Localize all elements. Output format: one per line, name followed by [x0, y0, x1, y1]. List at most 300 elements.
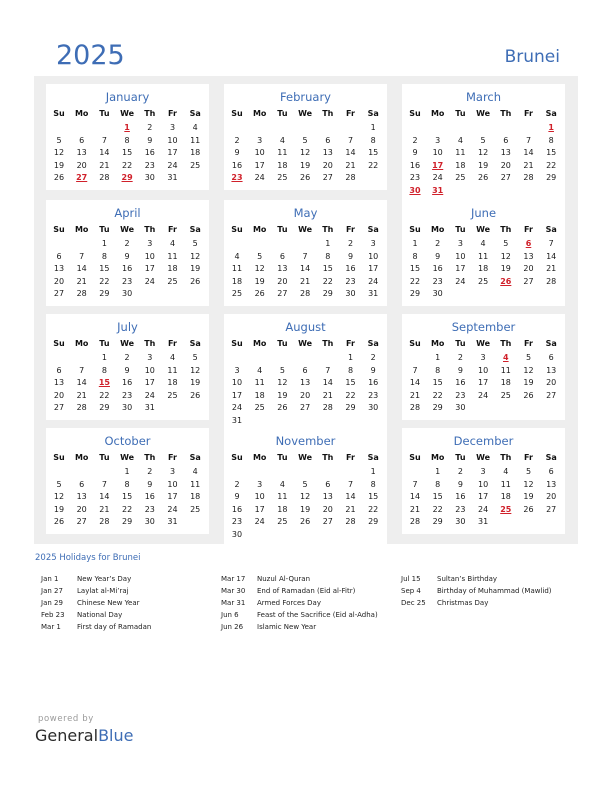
day: 16: [122, 264, 133, 274]
day: 13: [300, 378, 311, 388]
weekday-header: Th: [500, 109, 512, 118]
day: 14: [546, 251, 557, 261]
day: 12: [500, 251, 511, 261]
holiday-date: Jan 1: [41, 575, 59, 583]
day: 9: [234, 148, 240, 158]
weekday-header: Su: [53, 339, 65, 348]
day: 23: [455, 504, 466, 514]
day: 6: [325, 479, 331, 489]
weekday-header: Fr: [346, 453, 355, 462]
day: 23: [345, 276, 356, 286]
weekday-header: Tu: [455, 339, 466, 348]
day: 22: [432, 390, 443, 400]
day: 11: [500, 365, 511, 375]
day: 26: [190, 390, 201, 400]
month-name: November: [275, 434, 336, 448]
day: 13: [76, 492, 87, 502]
day: 13: [546, 479, 557, 489]
day: 26: [300, 517, 311, 527]
day: 2: [347, 239, 354, 248]
day: 22: [122, 160, 133, 170]
day: 23: [432, 276, 443, 286]
day: 20: [523, 264, 534, 274]
day: 16: [144, 148, 155, 158]
weekday-header: Mo: [430, 109, 445, 118]
weekday-header: Mo: [430, 225, 445, 234]
day: 10: [368, 251, 379, 261]
holiday-date: Mar 1: [41, 623, 61, 631]
day: 16: [455, 378, 466, 388]
weekday-header: Th: [500, 339, 512, 348]
day: 2: [234, 479, 240, 489]
day: 2: [457, 467, 463, 476]
day: 10: [478, 365, 489, 375]
day: 7: [79, 251, 85, 261]
day: 6: [56, 365, 62, 375]
day: 2: [147, 467, 153, 476]
weekday-header: Su: [409, 109, 421, 118]
day: 25: [254, 403, 265, 413]
day: 11: [478, 251, 489, 261]
weekday-header: Th: [322, 225, 334, 234]
day: 16: [345, 264, 356, 274]
day: 23: [144, 504, 155, 514]
holiday-date: Jun 6: [221, 611, 239, 619]
day: 13: [76, 148, 87, 158]
day: 5: [503, 239, 509, 248]
day: 14: [523, 148, 534, 158]
month-name: September: [451, 320, 516, 334]
holiday-date: Dec 25: [401, 599, 426, 607]
day: 20: [277, 276, 288, 286]
day: 19: [523, 378, 534, 388]
day: 28: [345, 173, 356, 183]
day: 25: [190, 160, 201, 170]
day: 29: [99, 289, 110, 299]
day: 10: [254, 148, 265, 158]
day: 26: [53, 173, 65, 183]
holiday-day: 25: [500, 504, 512, 514]
day: 24: [254, 173, 265, 183]
day: 7: [325, 365, 331, 375]
weekday-header: Sa: [545, 453, 557, 462]
day: 19: [254, 276, 265, 286]
day: 30: [231, 530, 243, 539]
weekday-header: Mo: [252, 109, 267, 118]
weekday-header: Tu: [455, 225, 466, 234]
day: 27: [300, 403, 311, 413]
weekday-header: Su: [409, 225, 421, 234]
day: 3: [169, 123, 176, 132]
day: 5: [279, 365, 285, 375]
day: 24: [144, 276, 155, 286]
weekday-header: Fr: [524, 109, 533, 118]
day: 5: [525, 353, 532, 362]
day: 31: [144, 403, 155, 413]
day: 1: [101, 353, 107, 362]
day: 1: [370, 123, 376, 132]
day: 20: [500, 160, 511, 170]
weekday-header: Tu: [455, 109, 466, 118]
day: 28: [345, 517, 356, 527]
day: 17: [455, 264, 466, 274]
day: 20: [76, 160, 87, 170]
month-name: April: [114, 206, 141, 220]
day: 8: [370, 135, 376, 145]
day: 30: [455, 403, 466, 413]
day: 18: [500, 378, 511, 388]
day: 14: [345, 148, 356, 158]
month-name: July: [117, 320, 138, 334]
day: 21: [345, 160, 356, 170]
month-name: December: [453, 434, 514, 448]
weekday-header: Su: [53, 225, 65, 234]
holiday-date: Feb 23: [41, 611, 65, 619]
day: 27: [277, 289, 288, 299]
holiday-name: Nuzul Al-Quran: [257, 575, 311, 583]
day: 13: [53, 264, 65, 274]
weekday-header: Tu: [277, 225, 288, 234]
day: 19: [53, 160, 65, 170]
day: 14: [409, 492, 421, 502]
day: 16: [231, 504, 243, 514]
weekday-header: Mo: [252, 453, 267, 462]
weekday-header: We: [298, 225, 313, 234]
holiday-day: 26: [500, 276, 512, 286]
day: 16: [432, 264, 443, 274]
weekday-header: Th: [144, 225, 156, 234]
day: 29: [368, 517, 379, 527]
weekday-header: Fr: [168, 109, 177, 118]
day: 1: [347, 353, 354, 362]
day: 24: [144, 390, 155, 400]
day: 7: [347, 135, 354, 145]
day: 19: [190, 264, 201, 274]
day: 14: [300, 264, 311, 274]
weekday-header: Fr: [524, 225, 533, 234]
holiday-date: Jan 29: [41, 599, 63, 607]
day: 22: [432, 504, 443, 514]
day: 17: [478, 492, 489, 502]
day: 15: [122, 148, 133, 158]
day: 26: [523, 390, 534, 400]
weekday-header: Tu: [277, 109, 288, 118]
holiday-name: Feast of the Sacrifice (Eid al-Adha): [257, 611, 378, 619]
day: 13: [500, 148, 511, 158]
weekday-header: Sa: [189, 109, 201, 118]
day: 5: [257, 251, 263, 261]
weekday-header: Th: [144, 453, 156, 462]
day: 30: [144, 173, 155, 183]
day: 9: [147, 479, 153, 489]
day: 7: [101, 135, 107, 145]
day: 3: [257, 135, 263, 145]
day: 20: [300, 390, 311, 400]
day: 12: [53, 148, 65, 158]
day: 21: [76, 390, 87, 400]
weekday-header: Fr: [524, 339, 533, 348]
day: 28: [99, 517, 110, 527]
day: 7: [347, 479, 354, 489]
day: 28: [409, 517, 421, 527]
day: 21: [300, 276, 311, 286]
weekday-header: Sa: [545, 225, 557, 234]
day: 2: [147, 123, 153, 132]
day: 9: [370, 365, 376, 375]
weekday-header: We: [120, 339, 135, 348]
day: 1: [101, 239, 107, 248]
holiday-day: 27: [76, 173, 88, 183]
day: 28: [76, 403, 87, 413]
day: 3: [457, 239, 463, 248]
day: 26: [277, 403, 288, 413]
weekday-header: We: [120, 453, 135, 462]
weekday-header: Th: [322, 339, 334, 348]
day: 11: [277, 492, 288, 502]
day: 14: [76, 264, 87, 274]
day: 5: [480, 135, 486, 145]
day: 20: [76, 504, 87, 514]
year-title: 2025: [56, 40, 125, 71]
day: 3: [234, 365, 240, 375]
day: 27: [523, 276, 534, 286]
day: 22: [546, 160, 557, 170]
day: 8: [435, 479, 441, 489]
day: 24: [167, 504, 178, 514]
day: 12: [53, 492, 65, 502]
day: 10: [254, 492, 265, 502]
day: 25: [455, 173, 466, 183]
day: 27: [546, 390, 557, 400]
day: 11: [190, 479, 201, 489]
generalblue-logo[interactable]: [35, 726, 133, 745]
day: 10: [432, 148, 443, 158]
day: 22: [99, 276, 110, 286]
day: 18: [500, 492, 511, 502]
day: 12: [478, 148, 489, 158]
brand-part2: Blue: [98, 726, 134, 745]
day: 5: [192, 239, 198, 248]
holiday-day: 17: [432, 160, 444, 170]
day: 31: [167, 517, 178, 527]
holiday-name: First day of Ramadan: [77, 623, 152, 631]
weekday-header: Th: [322, 109, 334, 118]
month-name: January: [105, 90, 150, 104]
day: 9: [234, 492, 240, 502]
day: 13: [322, 492, 333, 502]
weekday-header: We: [120, 109, 135, 118]
day: 3: [147, 353, 153, 362]
day: 16: [368, 378, 379, 388]
weekday-header: Su: [409, 339, 421, 348]
day: 30: [122, 403, 133, 413]
day: 25: [500, 390, 511, 400]
day: 15: [99, 264, 110, 274]
day: 26: [478, 173, 489, 183]
day: 11: [167, 365, 178, 375]
day: 15: [546, 148, 557, 158]
month-name: February: [280, 90, 331, 104]
day: 8: [548, 135, 554, 145]
day: 19: [478, 160, 489, 170]
day: 23: [144, 160, 155, 170]
day: 11: [231, 264, 243, 274]
holiday-date: Jul 15: [401, 575, 421, 583]
month-june: [402, 200, 565, 306]
day: 11: [500, 479, 511, 489]
day: 21: [322, 390, 333, 400]
weekday-header: We: [476, 453, 491, 462]
weekday-header: We: [298, 339, 313, 348]
holiday-day: 31: [432, 186, 444, 195]
weekday-header: Sa: [189, 453, 201, 462]
weekday-header: We: [298, 453, 313, 462]
day: 2: [412, 135, 418, 145]
month-august: [224, 314, 387, 430]
holiday-date: Mar 30: [221, 587, 246, 595]
day: 28: [523, 173, 534, 183]
day: 23: [409, 173, 421, 183]
holiday-name: National Day: [77, 611, 123, 619]
day: 25: [190, 504, 201, 514]
weekday-header: Fr: [168, 339, 177, 348]
day: 18: [231, 276, 243, 286]
day: 21: [99, 504, 110, 514]
day: 12: [523, 479, 534, 489]
holiday-name: End of Ramadan (Eid al-Fitr): [257, 587, 356, 595]
month-name: August: [285, 320, 326, 334]
day: 4: [503, 467, 509, 476]
day: 8: [412, 251, 418, 261]
day: 2: [457, 353, 463, 362]
day: 27: [500, 173, 511, 183]
day: 1: [370, 467, 376, 476]
month-september: [402, 314, 565, 420]
day: 8: [325, 251, 331, 261]
day: 1: [412, 239, 418, 248]
day: 29: [99, 403, 110, 413]
day: 6: [503, 135, 509, 145]
month-name: March: [465, 90, 502, 104]
day: 12: [190, 365, 201, 375]
holiday-date: Mar 31: [221, 599, 246, 607]
holiday-name: Christmas Day: [437, 599, 489, 607]
day: 4: [480, 239, 486, 248]
day: 20: [322, 160, 333, 170]
day: 22: [322, 276, 333, 286]
day: 6: [279, 251, 285, 261]
weekday-header: Th: [500, 453, 512, 462]
day: 19: [300, 504, 311, 514]
holiday-name: Sultan’s Birthday: [437, 575, 498, 583]
day: 12: [277, 378, 288, 388]
weekday-header: We: [120, 225, 135, 234]
day: 2: [124, 239, 130, 248]
day: 27: [322, 173, 333, 183]
holiday-day: 6: [525, 239, 532, 248]
day: 9: [347, 251, 354, 261]
day: 6: [548, 467, 554, 476]
weekday-header: Su: [53, 109, 65, 118]
day: 27: [76, 517, 87, 527]
day: 31: [368, 289, 379, 299]
weekday-header: Tu: [277, 339, 288, 348]
holiday-name: Chinese New Year: [77, 599, 140, 607]
day: 31: [231, 416, 243, 425]
day: 3: [169, 467, 176, 476]
day: 17: [167, 492, 178, 502]
day: 21: [546, 264, 557, 274]
day: 8: [124, 479, 130, 489]
weekday-header: Sa: [367, 339, 379, 348]
holiday-name: Islamic New Year: [257, 623, 317, 631]
weekday-header: Th: [500, 225, 512, 234]
weekday-header: Th: [144, 109, 156, 118]
day: 21: [99, 160, 110, 170]
day: 15: [432, 378, 443, 388]
month-march: [402, 84, 565, 200]
powered-by-text: powered by: [38, 714, 94, 724]
holiday-day: 30: [409, 186, 421, 195]
holiday-day: 15: [98, 378, 110, 388]
day: 27: [53, 289, 65, 299]
weekday-header: Sa: [189, 225, 201, 234]
holiday-day: 1: [124, 123, 130, 132]
day: 28: [409, 403, 421, 413]
day: 17: [144, 378, 155, 388]
day: 23: [231, 517, 243, 527]
day: 6: [79, 479, 85, 489]
holiday-name: Birthday of Muhammad (Mawlid): [437, 587, 552, 595]
weekday-header: Tu: [99, 225, 110, 234]
day: 10: [167, 135, 178, 145]
weekday-header: Tu: [99, 453, 110, 462]
day: 30: [345, 289, 356, 299]
day: 21: [76, 276, 87, 286]
day: 18: [277, 160, 288, 170]
day: 29: [432, 403, 443, 413]
day: 9: [435, 251, 441, 261]
weekday-header: Sa: [367, 225, 379, 234]
day: 3: [147, 239, 153, 248]
day: 7: [412, 365, 418, 375]
weekday-header: Su: [409, 453, 421, 462]
day: 30: [455, 517, 466, 527]
day: 7: [412, 479, 418, 489]
weekday-header: Su: [231, 339, 243, 348]
weekday-header: Mo: [430, 453, 445, 462]
day: 26: [53, 517, 65, 527]
day: 14: [409, 378, 421, 388]
day: 13: [322, 148, 333, 158]
day: 1: [435, 353, 441, 362]
day: 26: [254, 289, 265, 299]
day: 6: [302, 365, 308, 375]
day: 16: [409, 160, 421, 170]
day: 7: [525, 135, 532, 145]
day: 27: [546, 504, 557, 514]
day: 6: [325, 135, 331, 145]
day: 24: [432, 173, 443, 183]
day: 5: [302, 479, 308, 489]
day: 3: [480, 353, 486, 362]
month-name: May: [293, 206, 318, 220]
day: 16: [455, 492, 466, 502]
day: 28: [546, 276, 557, 286]
day: 19: [300, 160, 311, 170]
day: 11: [167, 251, 178, 261]
weekday-header: Tu: [455, 453, 466, 462]
